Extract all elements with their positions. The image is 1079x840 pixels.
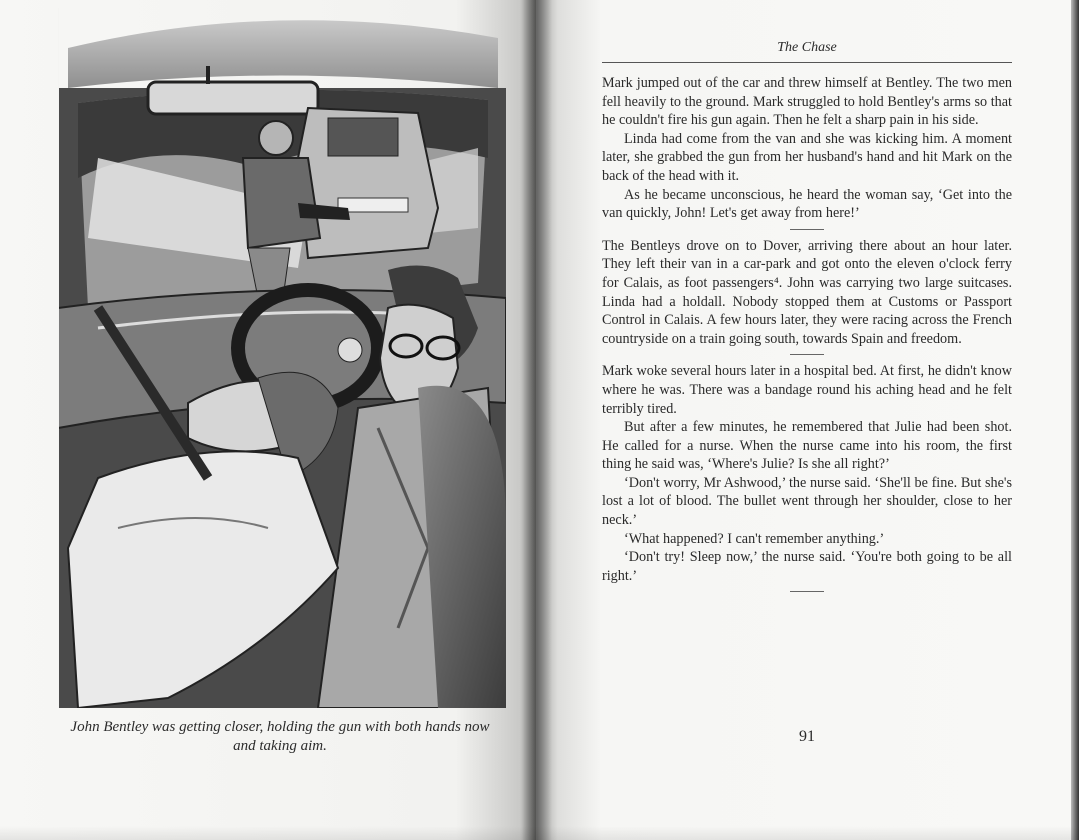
section-break-rule [790, 354, 824, 355]
page-edge [1071, 0, 1079, 840]
rear-view-mirror [148, 82, 318, 114]
illustration-caption: John Bentley was getting closer, holding the gun with both hands now and taking aim. [70, 719, 490, 754]
book-spine-shadow [522, 0, 552, 840]
paragraph: But after a few minutes, he remembered that Julie had been shot. He called for a nurse. When the nurse came into his room, the first thing he said was, ‘Where's Julie? Is she all right?’ [602, 419, 1012, 473]
bottom-shadow [0, 826, 1079, 840]
car-roof [68, 20, 498, 88]
paragraph: As he became unconscious, he heard the woman say, ‘Get into the van quickly, John! Let's get away from here!’ [602, 186, 1012, 222]
paragraph: ‘Don't try! Sleep now,’ the nurse said. ‘You're both going to be all right.’ [602, 549, 1012, 584]
gunman-body [243, 158, 320, 248]
running-head-rule [602, 62, 1012, 63]
paragraph: Mark woke several hours later in a hospital bed. At first, he didn't know where he was. There was a bandage round his aching head and he felt terribly tired. [602, 363, 1012, 417]
section-break-rule [790, 591, 824, 592]
section-break-rule [790, 229, 824, 230]
paragraph: Linda had come from the van and she was kicking him. A moment later, she grabbed the gun from her husband's hand and hit Mark on the back of the head with it. [602, 130, 1012, 184]
chapter-text [602, 74, 1012, 599]
paragraph: ‘What happened? I can't remember anything.’ [624, 530, 885, 547]
running-head: The Chase [777, 40, 837, 55]
paragraph: Mark jumped out of the car and threw himself at Bentley. The two men fell heavily to the ground. Mark struggled to hold Bentley's arms so that he couldn't fire his gun again. Then he felt a sharp pain in his side. [602, 75, 1012, 129]
gunman-head [259, 121, 293, 155]
paragraph: ‘Don't worry, Mr Ashwood,’ the nurse said. ‘She'll be fine. But she's lost a lot of blood. The bullet went through her shoulder, close to her neck.’ [602, 474, 1012, 529]
page-number: 91 [799, 728, 815, 745]
paragraph: The Bentleys drove on to Dover, arriving there about an hour later. They left their van in a car-park and got onto the eleven o'clock ferry for Calais, as foot passengers⁴. John was carrying two large suitcases. Linda had a holdall. Nobody stopped them at Customs or Passport Control in Calais. A few hours later, they were racing across the French countryside on a train going south, towards Spain and freedom. [602, 237, 1012, 347]
illustration-car-chase [58, 8, 506, 708]
